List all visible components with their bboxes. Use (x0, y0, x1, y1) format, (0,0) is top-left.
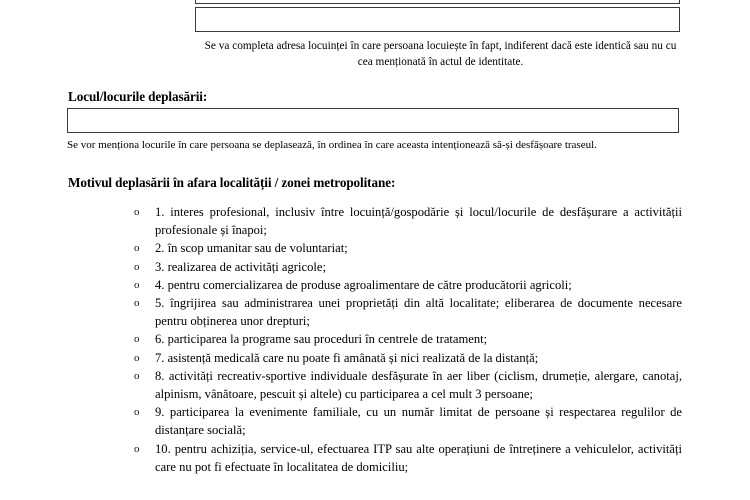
motive-list (0, 203, 750, 476)
motive-list-item[interactable] (0, 203, 750, 239)
motive-list-item-label: 4. pentru comercializarea de produse agroalimentare de către producătorii agricoli; (155, 277, 572, 292)
circle-bullet-icon: o (134, 406, 140, 419)
circle-bullet-icon: o (134, 351, 140, 364)
motive-list-item-label: 7. asistență medicală care nu poate fi amânată și nici realizată de la distanță; (155, 350, 539, 365)
motive-list-item[interactable] (0, 239, 750, 257)
circle-bullet-icon: o (134, 442, 140, 455)
motive-list-item[interactable] (0, 367, 750, 403)
motive-list-item-label: 8. activități recreativ-sportive individuale desfășurate în aer liber (ciclism, drumeție, alergare, canotaj, alpinism, vânătoare, pescuit și altele) cu participarea a cel mult 3 persoane; (155, 368, 682, 402)
adresa-note: Se va completa adresa locuinței în care persoana locuiește în fapt, indiferent dacă este identică sau nu cu cea menționată în actul de identitate. (204, 40, 677, 68)
heading-locul-deplasarii: Locul/locurile deplasării: (68, 89, 208, 104)
motive-list-item-label: 10. pentru achiziția, service-ul, efectuarea ITP sau alte operațiuni de întreținere a vehiculelor, activități care nu pot fi efectuate în localitatea de domiciliu; (155, 441, 682, 474)
motive-list-item-label: 6. participarea la programe sau proceduri în centrele de tratament; (155, 332, 488, 347)
motive-list-item-label: 9. participarea la evenimente familiale, cu un număr limitat de persoane și respectarea regulilor de distanțare socială; (155, 405, 682, 438)
motive-list-item-label: 2. în scop umanitar sau de voluntariat; (155, 241, 348, 256)
circle-bullet-icon: o (134, 242, 140, 255)
adresa-locuinta-box[interactable] (195, 7, 680, 32)
motive-list-item[interactable] (0, 294, 750, 330)
motive-list-item-label: 1. interes profesional, inclusiv între locuință/gospodărie și locul/locurile de desfășurare a activității profesionale și înapoi; (155, 205, 682, 238)
locuri-note: Se vor menționa locurile în care persoana se deplasează, în ordinea în care aceasta intenționează să-și desfășoare traseul. (67, 139, 597, 151)
locul-deplasarii-box[interactable] (67, 108, 679, 133)
heading-motivul-deplasarii: Motivul deplasării în afara localității / zonei metropolitane: (68, 175, 396, 190)
motive-list-item[interactable] (0, 403, 750, 439)
motive-list-item-label: 3. realizarea de activități agricole; (155, 259, 326, 274)
motive-list-item-label: 5. îngrijirea sau administrarea unei proprietăți din altă localitate; eliberarea de documente necesare pentru obținerea unor drepturi; (155, 296, 682, 329)
circle-bullet-icon: o (134, 369, 140, 382)
motive-list-item[interactable] (0, 258, 750, 276)
motive-list-item[interactable] (0, 276, 750, 294)
circle-bullet-icon: o (134, 333, 140, 346)
motive-list-item[interactable] (0, 349, 750, 367)
circle-bullet-icon: o (134, 260, 140, 273)
motive-list-item[interactable] (0, 440, 750, 476)
circle-bullet-icon: o (134, 278, 140, 291)
adresa-domiciliu-box[interactable] (195, 0, 680, 4)
motive-list-item[interactable] (0, 330, 750, 348)
circle-bullet-icon: o (134, 206, 140, 218)
circle-bullet-icon: o (134, 297, 140, 310)
